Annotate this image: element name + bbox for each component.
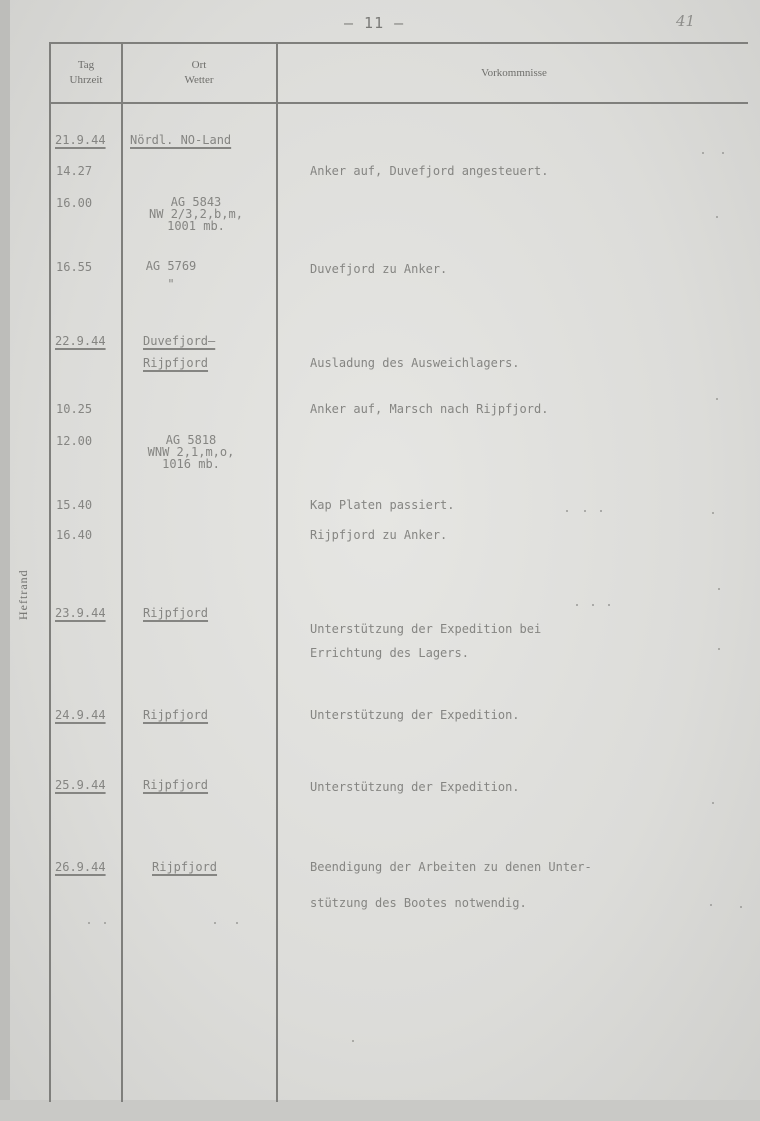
scan-speck: [712, 512, 714, 514]
corner-page-mark: 41: [676, 12, 696, 30]
entry-event: Kap Platen passiert.: [310, 498, 455, 512]
page-binding-edge: [0, 0, 10, 1121]
weather-line: 1016 mb.: [162, 457, 220, 471]
entry-time: 16.40: [56, 528, 93, 542]
entry-weather: [126, 260, 216, 290]
scan-speck: [716, 216, 718, 218]
entry-place: Duvefjord–: [143, 334, 216, 348]
weather-line: AG 5818: [165, 433, 217, 447]
column-rule-1: [121, 42, 123, 1102]
entry-weather: [126, 196, 266, 232]
scan-speck: [576, 604, 578, 606]
entry-place: Nördl. NO-Land: [130, 133, 232, 147]
entry-event: Anker auf, Marsch nach Rijpfjord.: [310, 402, 549, 416]
scan-speck: [702, 152, 704, 154]
entry-date: 21.9.44: [55, 133, 106, 147]
entry-date: 22.9.44: [55, 334, 106, 348]
entry-date: 24.9.44: [55, 708, 106, 722]
header-bottom-rule: [50, 102, 748, 104]
header-vorkommnisse: Vorkommnisse: [481, 67, 547, 79]
header-wetter: Wetter: [184, 74, 214, 86]
scan-speck: [584, 510, 586, 512]
entry-event: stützung des Bootes notwendig.: [310, 896, 527, 910]
scan-speck: [600, 510, 602, 512]
entry-date: 25.9.44: [55, 778, 106, 792]
table-top-rule: [50, 42, 748, 44]
scan-speck: [718, 648, 720, 650]
scan-speck: [716, 398, 718, 400]
weather-line: WNW 2,1,m,o,: [147, 445, 235, 459]
entry-time: 15.40: [56, 498, 93, 512]
entry-place: Rijpfjord: [143, 708, 209, 722]
scan-speck: [104, 922, 106, 924]
header-tag: Tag: [77, 59, 95, 71]
entry-place: Rijpfjord: [143, 778, 209, 792]
scan-speck: [718, 588, 720, 590]
entry-event: Ausladung des Ausweichlagers.: [310, 356, 520, 370]
weather-line: AG 5843: [170, 195, 222, 209]
entry-place: Rijpfjord: [152, 860, 218, 874]
weather-line: ": [167, 277, 175, 291]
weather-line: NW 2/3,2,b,m,: [149, 207, 243, 221]
header-uhrzeit: Uhrzeit: [69, 74, 103, 86]
entry-date: 23.9.44: [55, 606, 106, 620]
entry-event: Rijpfjord zu Anker.: [310, 528, 448, 542]
scan-speck: [566, 510, 568, 512]
entry-event: Duvefjord zu Anker.: [310, 262, 448, 276]
entry-time: 16.55: [56, 260, 93, 274]
scan-speck: [592, 604, 594, 606]
entry-event: Beendigung der Arbeiten zu denen Unter-: [310, 860, 592, 874]
header-ort-wetter: [124, 58, 274, 88]
page-bottom-edge: [0, 1100, 760, 1121]
column-rule-2: [276, 42, 278, 1102]
margin-label: Heftrand: [16, 569, 30, 620]
entry-place: Rijpfjord: [143, 356, 209, 370]
scan-speck: [214, 922, 216, 924]
scan-speck: [88, 922, 90, 924]
entry-event: Errichtung des Lagers.: [310, 646, 469, 660]
scan-speck: [710, 904, 712, 906]
page-number: – 11 –: [344, 14, 405, 32]
entry-event: Unterstützung der Expedition.: [310, 780, 520, 794]
scan-speck: [352, 1040, 354, 1042]
entry-date: 26.9.44: [55, 860, 106, 874]
entry-time: 12.00: [56, 434, 93, 448]
scan-speck: [712, 802, 714, 804]
entry-time: 10.25: [56, 402, 93, 416]
weather-line: AG 5769: [145, 259, 197, 273]
scan-speck: [722, 152, 724, 154]
scan-speck: [608, 604, 610, 606]
header-ort: Ort: [191, 59, 207, 71]
entry-time: 14.27: [56, 164, 93, 178]
entry-event: Unterstützung der Expedition bei: [310, 622, 542, 636]
entry-time: 16.00: [56, 196, 93, 210]
entry-event: Anker auf, Duvefjord angesteuert.: [310, 164, 549, 178]
scan-speck: [740, 906, 742, 908]
header-tag-uhrzeit: [52, 58, 120, 88]
scan-speck: [236, 922, 238, 924]
entry-event: Unterstützung der Expedition.: [310, 708, 520, 722]
column-rule-left: [49, 42, 51, 1102]
weather-line: 1001 mb.: [167, 219, 225, 233]
entry-place: Rijpfjord: [143, 606, 209, 620]
entry-weather: [126, 434, 256, 470]
